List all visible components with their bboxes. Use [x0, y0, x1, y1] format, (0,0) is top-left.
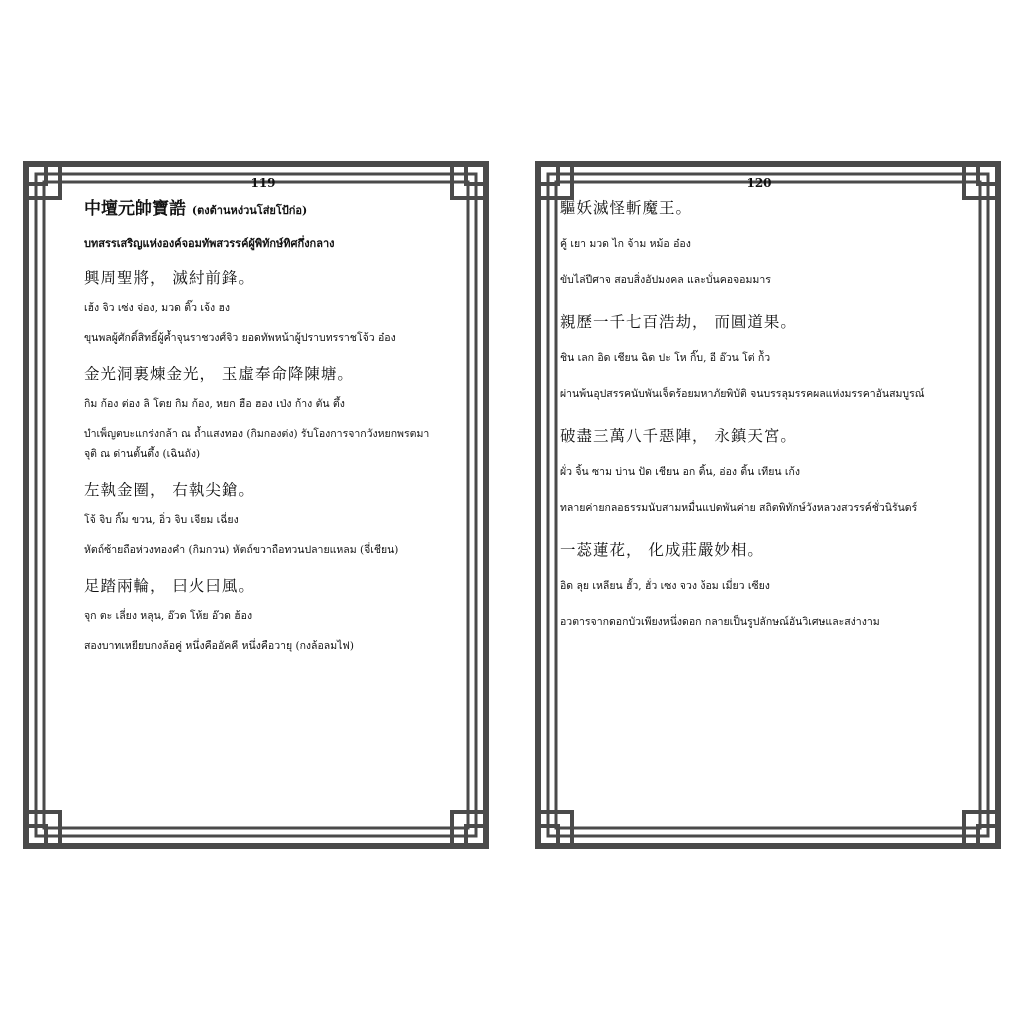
title-chinese: 中壇元帥寶誥 [84, 199, 186, 219]
left-page [22, 160, 490, 850]
verse-chinese: 金光洞裏煉金光， 玉虛奉命降陳塘。 [84, 365, 354, 383]
verse-meaning: ขับไล่ปีศาจ สอบสิ่งอัปมงคล และบั่นคอจอมมาร [560, 274, 771, 286]
verse-block [560, 426, 958, 518]
left-page-content [84, 176, 442, 810]
verse-block [84, 268, 442, 348]
verse-meaning: บำเพ็ญตบะแกร่งกล้า ณ ถ้ำแสงทอง (กิมกองต่ง) รับโองการจากวังหยกพรตมาจุติ ณ ด่านตั้นตึ้ง (เฉินถัง) [84, 428, 430, 460]
prayer-title [84, 198, 442, 222]
verse-meaning: ขุนพลผู้ศักดิ์สิทธิ์ผู้ค้ำจุนราชวงศ์จิว ยอดทัพหน้าผู้ปราบทรราชโจ้ว อ๋อง [84, 332, 396, 344]
verse-romanization: คู้ เยา มวด ไก จ้าม หม้อ อ๋อง [560, 238, 691, 250]
verse-romanization: โจ้ จิบ กิ๊ม ขวน, อิ่ว จิบ เจียม เฉี่ยง [84, 514, 239, 526]
verse-chinese: 驅妖滅怪斬魔王。 [560, 199, 693, 217]
verse-chinese: 左執金圈， 右執尖鎗。 [84, 481, 255, 499]
verse-block [84, 480, 442, 560]
verse-block [84, 576, 442, 656]
verse-chinese: 親歷一千七百浩劫， 而圓道果。 [560, 313, 797, 331]
page-number: 119 [250, 176, 276, 190]
page-number: 120 [746, 176, 772, 190]
verse-meaning: สองบาทเหยียบกงล้อคู่ หนึ่งคืออัคคี หนึ่งคือวายุ (กงล้อลมไฟ) [84, 640, 354, 652]
verse-meaning: ทลายค่ายกลอธรรมนับสามหมื่นแปดพันค่าย สถิตพิทักษ์วังหลวงสวรรค์ชั่วนิรันดร์ [560, 502, 918, 514]
right-page-content [560, 176, 958, 810]
verse-chinese: 一蕊蓮花， 化成莊嚴妙相。 [560, 541, 764, 559]
verse-block [560, 198, 958, 290]
verse-chinese: 足踏兩輪， 曰火曰風。 [84, 577, 255, 595]
right-page [534, 160, 1002, 850]
verse-romanization: ผั่ว จิ้น ซาม บ่าน ปัด เชียน อก ติ้น, อ่อง ติ้น เทียน เก้ง [560, 466, 800, 478]
verse-romanization: เฮ้ง จิว เซ่ง จ่อง, มวด ติ๊ว เจ้ง ฮง [84, 302, 231, 314]
verse-romanization: อิด ลุย เหลียน ฮั้ว, ฮั่ว เซง จวง ง้อม เมี่ยว เซียง [560, 580, 770, 592]
verse-meaning: อวตารจากดอกบัวเพียงหนึ่งดอก กลายเป็นรูปลักษณ์อันวิเศษและสง่างาม [560, 616, 880, 628]
prayer-subtitle: บทสรรเสริญแห่งองค์จอมทัพสวรรค์ผู้พิทักษ์ทิศกึ่งกลาง [84, 237, 335, 250]
verse-meaning: หัตถ์ซ้ายถือห่วงทองคำ (กิมกวน) หัตถ์ขวาถือทวนปลายแหลม (จี่เชียน) [84, 544, 399, 556]
verse-romanization: ชิน เลก อิด เชียน ฉิด ปะ โห กิ๊บ, อี อ๊วน โต่ ก้ัว [560, 352, 771, 364]
verse-meaning: ผ่านพ้นอุปสรรคนับพันเจ็ดร้อยมหาภัยพิบัติ จนบรรลุมรรคผลแห่งมรรคาอันสมบูรณ์ [560, 388, 925, 400]
verse-block [84, 364, 442, 464]
verse-chinese: 興周聖將， 滅紂前鋒。 [84, 269, 255, 287]
verse-romanization: กิม ก้อง ต่อง ลิ โตย กิม ก้อง, หยก ฮือ ฮอง เป่ง ก้าง ตัน ตึ้ง [84, 398, 345, 410]
title-transliteration: (ตงต้านหง่วนโส่ยโป้ก่อ) [191, 204, 308, 217]
verse-block [560, 312, 958, 404]
verse-block [560, 540, 958, 632]
verse-chinese: 破盡三萬八千惡陣， 永鎮天宮。 [560, 427, 797, 445]
verse-romanization: จุก ตะ เลี่ยง หลุน, อ๊วด โห้ย อ๊วด ฮ้อง [84, 610, 253, 622]
